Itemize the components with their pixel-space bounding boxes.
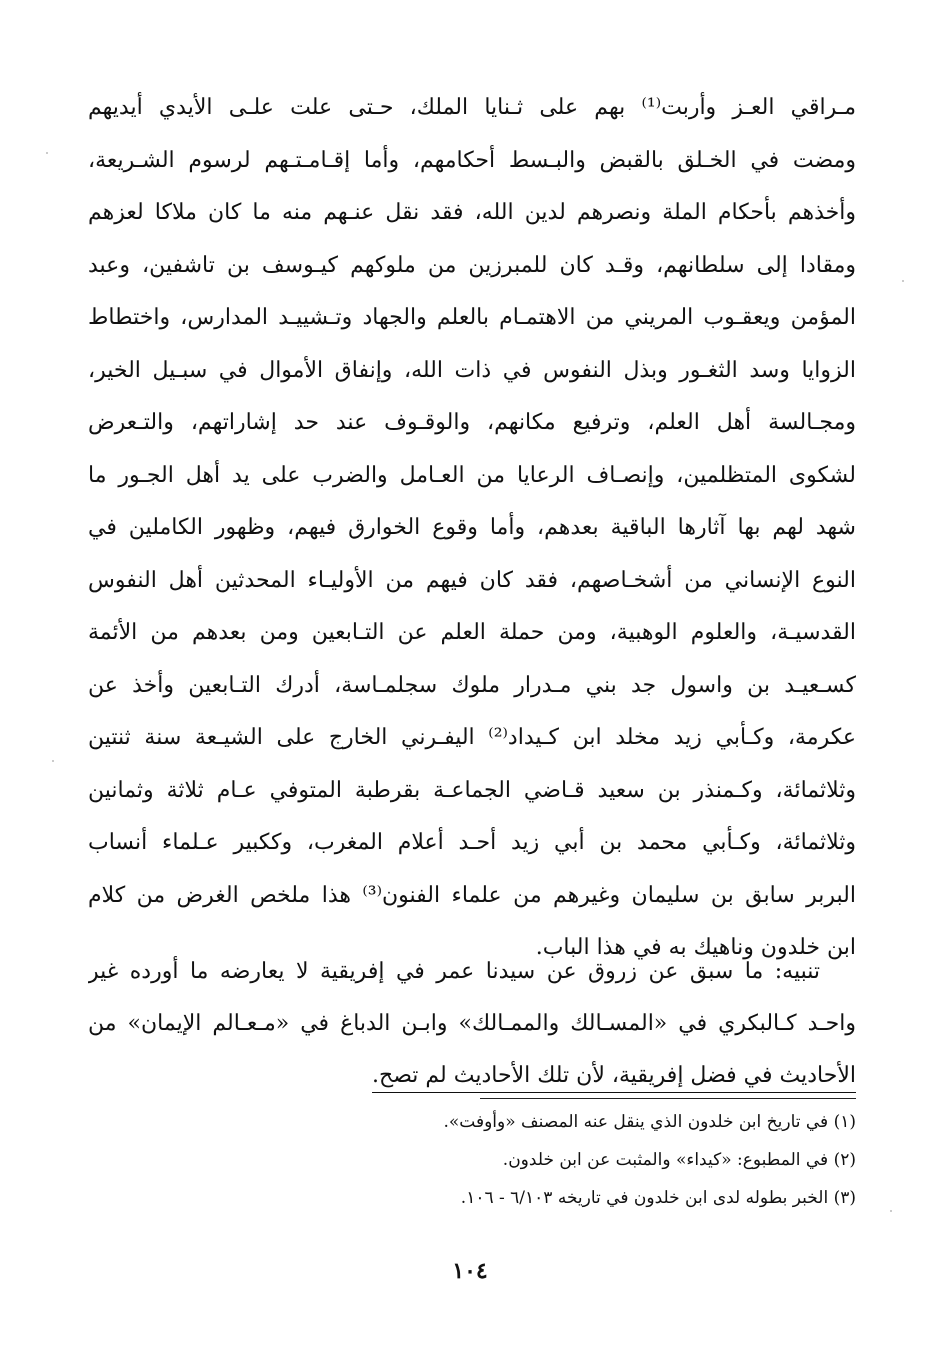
scan-speck <box>890 1210 892 1212</box>
body-line: البربر سابق بن سليمان وغيرهم من علماء الفنون⁽³⁾ هذا ملخص الغرض من كلام <box>88 882 856 908</box>
body-line: ابن خلدون وناهيك به في هذا الباب. <box>535 935 856 960</box>
footnote-item: (١) في تاريخ ابن خلدون الذي ينقل عنه المصنف «وأوفت». <box>443 1112 856 1132</box>
body-line: النوع الإنساني من أشخـاصهم، فقد كان فيهم من الأوليـاء المحدثين أهل النفوس <box>88 567 856 593</box>
scan-speck <box>902 280 904 282</box>
body-line: وأخذهم بأحكام الملة ونصرهم لدين الله، فقد نقل عنـهم منه ما كان ملاكا لعزهم <box>88 200 856 225</box>
note-line-underlined: الأحاديث في فضل إفريقية، لأن تلك الأحاديث لم تصح. <box>372 1063 856 1088</box>
body-line: ومضت في الخـلق بالقبض والبـسط أحكامهم، وأما إقـامـتـهم لرسوم الشـريعة، <box>88 147 856 173</box>
note-line: واحـد كـالبكري في «المسـالك والممـالك» وابـن الدباغ في «مـعـالم الإيمان» من <box>88 1011 856 1036</box>
body-line: وثلاثمائة، وكـمنذر بن سعيد قـاضي الجماعـة بقرطبة المتوفي عـام ثلاثة وثمانين <box>88 777 856 803</box>
footnote-item: (٢) في المطبوع: «كيداء» والمثبت عن ابن خلدون. <box>502 1150 856 1170</box>
body-line: شهد لهم بها آثارها الباقية بعدهم، وأما وقوع الخوارق فيهم، وظهور الكاملين في <box>88 515 856 540</box>
body-line: ومجـالسة أهل العلم، وترفيع مكانهم، والوقـوف عند حد إشاراتهم، والتـعرض <box>88 410 856 435</box>
body-line: القدسيـة، والعلوم الوهبية، ومن حملة العلم عن التـابعين ومن بعدهم من الأئمة <box>88 620 856 645</box>
body-line: مـراقي العـز وأربت⁽¹⁾ بهم على ثـنايا الملك، حـتى علت علـى الأيدي أيديهم <box>88 95 856 120</box>
note-paragraph <box>88 946 856 1102</box>
footnote-item: (٣) الخبر بطوله لدى ابن خلدون في تاريخه ٦/١٠٣ - ١٠٦. <box>460 1188 856 1208</box>
scan-speck <box>52 760 54 762</box>
note-line <box>88 1050 856 1102</box>
body-line: لشكوى المتظلمين، وإنصـاف الرعايا من العـامل والضرب على يد أهل الجـور ما <box>88 462 856 488</box>
scan-speck <box>46 152 48 154</box>
body-line: كسـعيـد بن واسول جد بني مـدرار ملوك سجلمـاسة، أدرك التـابعين وأخذ عن <box>88 672 856 698</box>
body-line: وثلاثمائة، وكـأبي محمد بن أبي زيد أحـد أعلام المغرب، وككبير عـلماء أنساب <box>88 830 856 855</box>
footnotes <box>300 1103 856 1217</box>
body-line: عكرمة، وكـأبي زيد مخلد ابن كـيداد⁽²⁾ اليفـرني الخارج على الشيـعة سنة ثنتين <box>88 725 856 750</box>
body-line: ومقادا إلى سلطانهم، وقـد كان للمبرزين من ملوكهم كيـوسف بن تاشفين، وعبد <box>88 252 856 278</box>
note-line: تنبيه: ما سبق عن زروق عن سيدنا عمر في إفريقية لا يعارضه ما أورده غير <box>88 959 820 984</box>
main-paragraph <box>88 82 856 975</box>
page-number: ١٠٤ <box>452 1258 488 1284</box>
body-line: المؤمن ويعقـوب المريني من الاهتمـام بالعلم والجهاد وتـشييـد المدارس، واختطاط <box>88 305 856 330</box>
body-line: الزوايا وسد الثغـور وبذل النفوس في ذات الله، وإنفاق الأموال في سبـيل الخير، <box>88 357 856 383</box>
footnote-divider <box>480 1098 856 1099</box>
